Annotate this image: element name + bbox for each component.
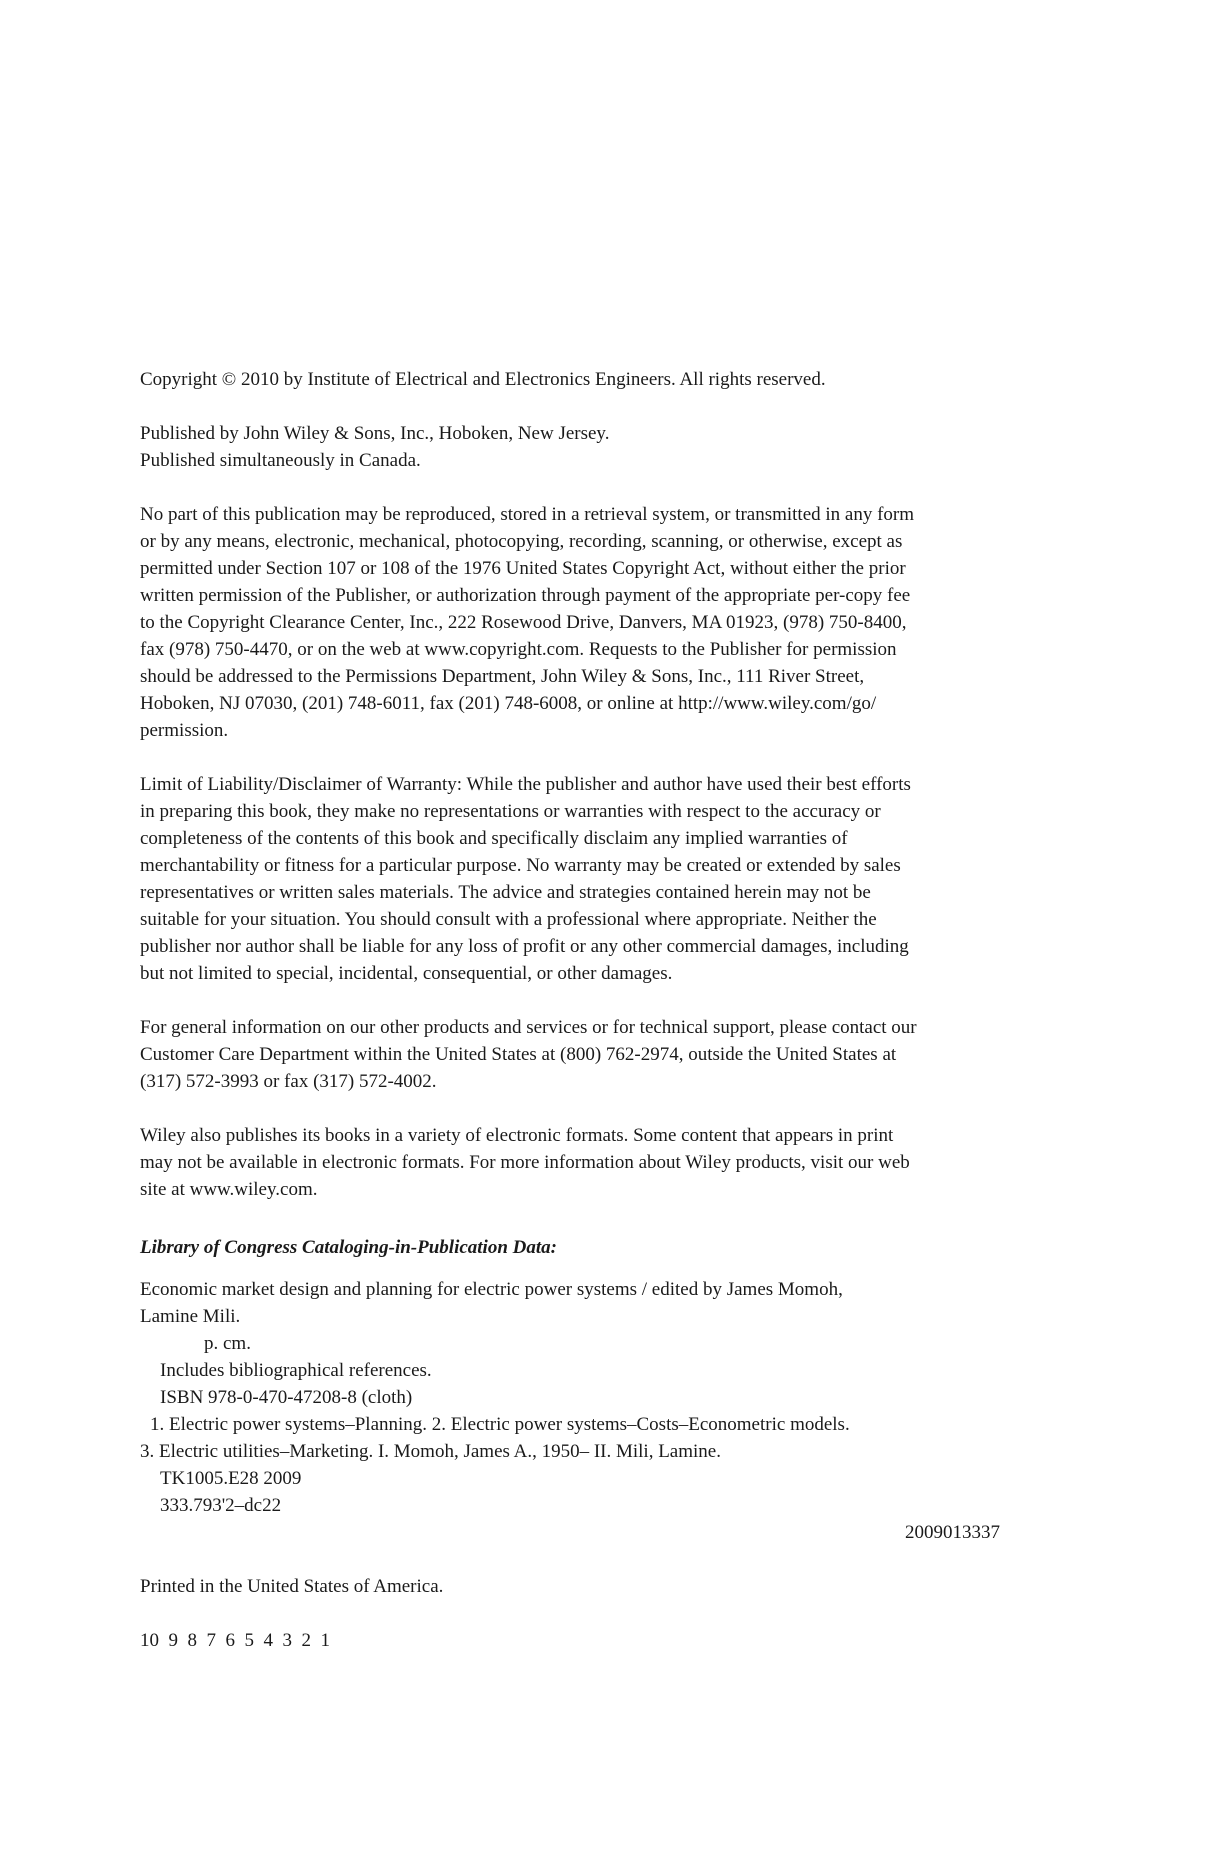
paragraph-line: Wiley also publishes its books in a variety of electronic formats. Some content that appears in print — [140, 1125, 894, 1146]
paragraph-line: permission. — [140, 720, 229, 741]
paragraph-line: (317) 572-3993 or fax (317) 572-4002. — [140, 1071, 437, 1092]
cip-subjects-line: 3. Electric utilities–Marketing. I. Momoh, James A., 1950– II. Mili, Lamine. — [140, 1441, 721, 1462]
paragraph-line: Customer Care Department within the United States at (800) 762-2974, outside the United States at — [140, 1044, 897, 1065]
cip-isbn: ISBN 978-0-470-47208-8 (cloth) — [160, 1387, 413, 1408]
print-line: 10 9 8 7 6 5 4 3 2 1 — [140, 1630, 330, 1651]
publisher-info — [140, 420, 1070, 474]
paragraph-line: may not be available in electronic formats. For more information about Wiley products, visit our web — [140, 1152, 910, 1173]
publisher-line: Published simultaneously in Canada. — [140, 450, 421, 471]
liability-disclaimer — [140, 771, 1070, 987]
cip-record — [140, 1276, 1070, 1546]
paragraph-line: publisher nor author shall be liable for any loss of profit or any other commercial damages, including — [140, 936, 909, 957]
paragraph-line: should be addressed to the Permissions Department, John Wiley & Sons, Inc., 111 River Street, — [140, 666, 865, 687]
paragraph-line: to the Copyright Clearance Center, Inc., 222 Rosewood Drive, Danvers, MA 01923, (978) 750-8400, — [140, 612, 907, 633]
copyright-block — [140, 366, 1070, 1654]
paragraph-line: permitted under Section 107 or 108 of the 1976 United States Copyright Act, without either the prior — [140, 558, 906, 579]
paragraph-line: merchantability or fitness for a particular purpose. No warranty may be created or extended by sales — [140, 855, 901, 876]
paragraph-line: For general information on our other products and services or for technical support, please contact our — [140, 1017, 917, 1038]
paragraph-line: fax (978) 750-4470, or on the web at www.copyright.com. Requests to the Publisher for permission — [140, 639, 897, 660]
cip-dewey: 333.793'2–dc22 — [160, 1495, 282, 1516]
printed-notice: Printed in the United States of America. — [140, 1576, 444, 1597]
cip-class-number: TK1005.E28 2009 — [160, 1468, 302, 1489]
permissions-paragraph — [140, 501, 1070, 744]
paragraph-line: No part of this publication may be reproduced, stored in a retrieval system, or transmitted in any form — [140, 504, 915, 525]
paragraph-line: but not limited to special, incidental, consequential, or other damages. — [140, 963, 673, 984]
paragraph-line: Limit of Liability/Disclaimer of Warranty: While the publisher and author have used their best efforts — [140, 774, 911, 795]
electronic-formats-info — [140, 1122, 1070, 1203]
paragraph-line: written permission of the Publisher, or authorization through payment of the appropriate per-copy fee — [140, 585, 911, 606]
paragraph-line: site at www.wiley.com. — [140, 1179, 318, 1200]
cip-lccn: 2009013337 — [905, 1522, 1000, 1543]
paragraph-line: or by any means, electronic, mechanical, photocopying, recording, scanning, or otherwise, except as — [140, 531, 903, 552]
paragraph-line: suitable for your situation. You should consult with a professional where appropriate. Neither the — [140, 909, 877, 930]
support-info — [140, 1014, 1070, 1095]
cip-title-line: Lamine Mili. — [140, 1306, 241, 1327]
cip-subjects-line: 1. Electric power systems–Planning. 2. Electric power systems–Costs–Econometric models. — [150, 1414, 850, 1435]
cip-heading: Library of Congress Cataloging-in-Publication Data: — [140, 1237, 557, 1258]
paragraph-line: representatives or written sales materials. The advice and strategies contained herein may not be — [140, 882, 871, 903]
cip-includes: Includes bibliographical references. — [160, 1360, 432, 1381]
publisher-line: Published by John Wiley & Sons, Inc., Hoboken, New Jersey. — [140, 423, 610, 444]
paragraph-line: Hoboken, NJ 07030, (201) 748-6011, fax (201) 748-6008, or online at http://www.wiley.com/go/ — [140, 693, 877, 714]
paragraph-line: in preparing this book, they make no representations or warranties with respect to the accuracy or — [140, 801, 881, 822]
copyright-notice: Copyright © 2010 by Institute of Electrical and Electronics Engineers. All rights reserved. — [140, 369, 826, 390]
cip-pages: p. cm. — [204, 1333, 251, 1354]
paragraph-line: completeness of the contents of this book and specifically disclaim any implied warranties of — [140, 828, 848, 849]
cip-title-line: Economic market design and planning for electric power systems / edited by James Momoh, — [140, 1279, 843, 1300]
